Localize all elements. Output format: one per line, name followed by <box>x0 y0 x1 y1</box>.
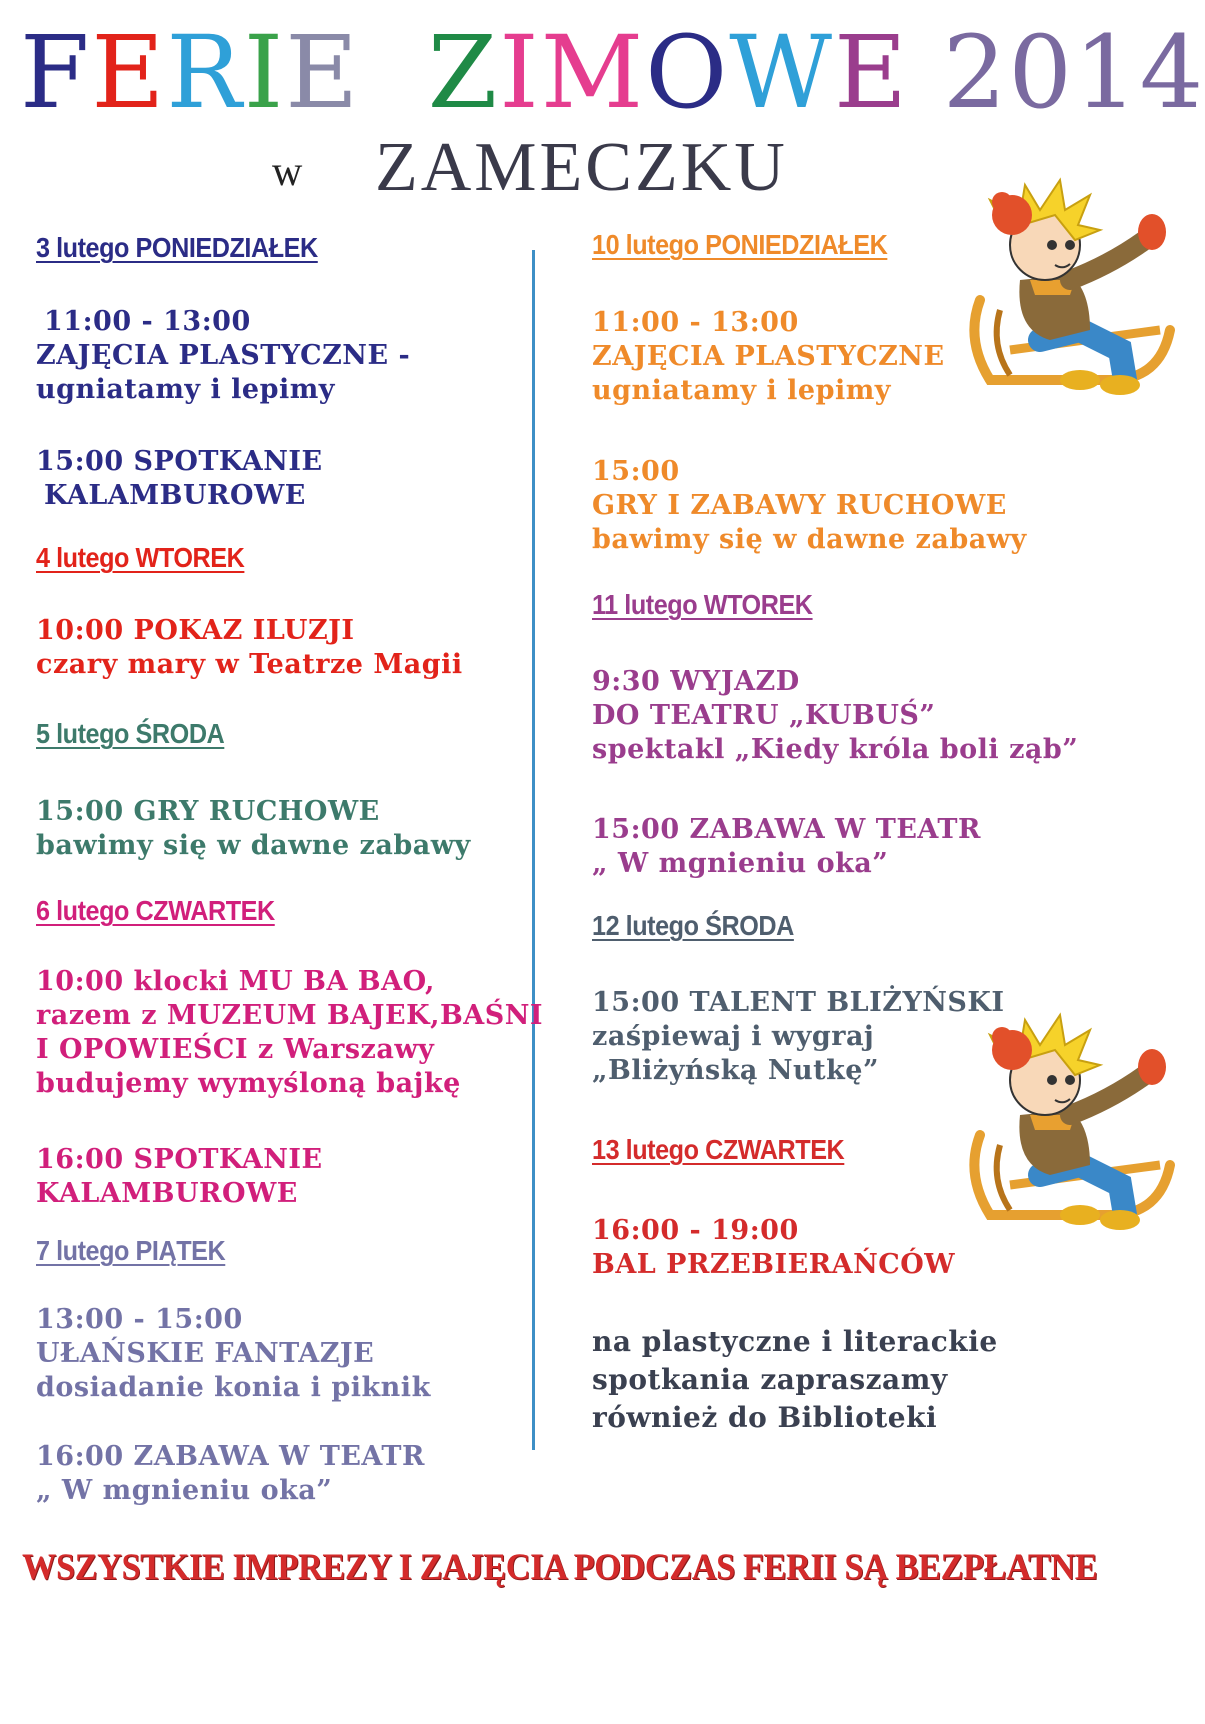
event: 16:00 SPOTKANIE KALAMBUROWE <box>36 1144 323 1209</box>
day-header: 10 lutego PONIEDZIAŁEK <box>592 229 888 260</box>
day-header: 12 lutego ŚRODA <box>592 910 794 941</box>
title-letter: W <box>729 14 834 131</box>
title-letter <box>360 18 394 128</box>
event: 13:00 - 15:00 UŁAŃSKIE FANTAZJE dosiadanie konia i piknik <box>36 1304 431 1403</box>
title-letter: 0 <box>1008 14 1075 131</box>
event: 10:00 klocki MU BA BAO, razem z MUZEUM BAJEK,BAŚNI I OPOWIEŚCI z Warszawy budujemy wymyśloną bajkę <box>36 966 544 1099</box>
event: 15:00 GRY RUCHOWE bawimy się w dawne zabawy <box>36 796 471 861</box>
sledding-kid-illustration <box>960 1015 1182 1245</box>
day-header: 5 lutego ŚRODA <box>36 718 225 749</box>
event: 10:00 POKAZ ILUZJI czary mary w Teatrze Magii <box>36 615 463 680</box>
event: 16:00 - 19:00 BAL PRZEBIERAŃCÓW <box>592 1215 956 1280</box>
day-header: 4 lutego WTOREK <box>36 542 245 573</box>
day-header: 7 lutego PIĄTEK <box>36 1235 226 1266</box>
title-letter: O <box>645 14 730 131</box>
title-letter: I <box>243 14 286 131</box>
day-header: 3 lutego PONIEDZIAŁEK <box>36 232 318 263</box>
event: 9:30 WYJAZD DO TEATRU „KUBUŚ” spektakl „Kiedy króla boli ząb” <box>592 666 1079 765</box>
title-w: w <box>272 149 303 195</box>
free-events-notice: WSZYSTKIE IMPREZY I ZAJĘCIA PODCZAS FERII SĄ BEZPŁATNE <box>22 1547 1098 1588</box>
title-letter: Z <box>427 14 500 131</box>
title-letter: 2 <box>942 14 1009 131</box>
title-letter <box>394 18 428 128</box>
title-letter <box>909 18 943 128</box>
title-letter: 1 <box>1074 14 1140 131</box>
day-header: 6 lutego CZWARTEK <box>36 895 275 926</box>
title-letter: I <box>499 14 541 131</box>
event: 15:00 SPOTKANIE KALAMBUROWE <box>36 446 323 511</box>
event: 15:00 TALENT BLIŻYŃSKI zaśpiewaj i wygraj „Bliżyńską Nutkę” <box>592 987 1005 1086</box>
title-letter: E <box>91 14 167 131</box>
library-note: na plastyczne i literackie spotkania zapraszamy również do Biblioteki <box>592 1325 998 1434</box>
title-place: ZAMECZKU <box>375 129 788 206</box>
title-letter: M <box>540 14 646 131</box>
sledding-kid-illustration <box>960 180 1182 410</box>
event: 15:00 GRY I ZABAWY RUCHOWE bawimy się w dawne zabawy <box>592 456 1027 555</box>
title-letter: E <box>833 14 909 131</box>
event: 16:00 ZABAWA W TEATR „ W mgnieniu oka” <box>36 1441 425 1506</box>
day-header: 13 lutego CZWARTEK <box>592 1134 845 1165</box>
title-letter: R <box>166 14 244 131</box>
title-letter: E <box>285 14 361 131</box>
column-divider <box>532 250 535 1450</box>
poster-title <box>20 14 1205 131</box>
event: 15:00 ZABAWA W TEATR „ W mgnieniu oka” <box>592 814 981 879</box>
event: 11:00 - 13:00 ZAJĘCIA PLASTYCZNE ugniatamy i lepimy <box>592 307 945 406</box>
title-letter: F <box>20 14 92 131</box>
title-letter: 4 <box>1139 14 1205 131</box>
day-header: 11 lutego WTOREK <box>592 589 813 620</box>
event: 11:00 - 13:00 ZAJĘCIA PLASTYCZNE - ugniatamy i lepimy <box>36 306 411 405</box>
